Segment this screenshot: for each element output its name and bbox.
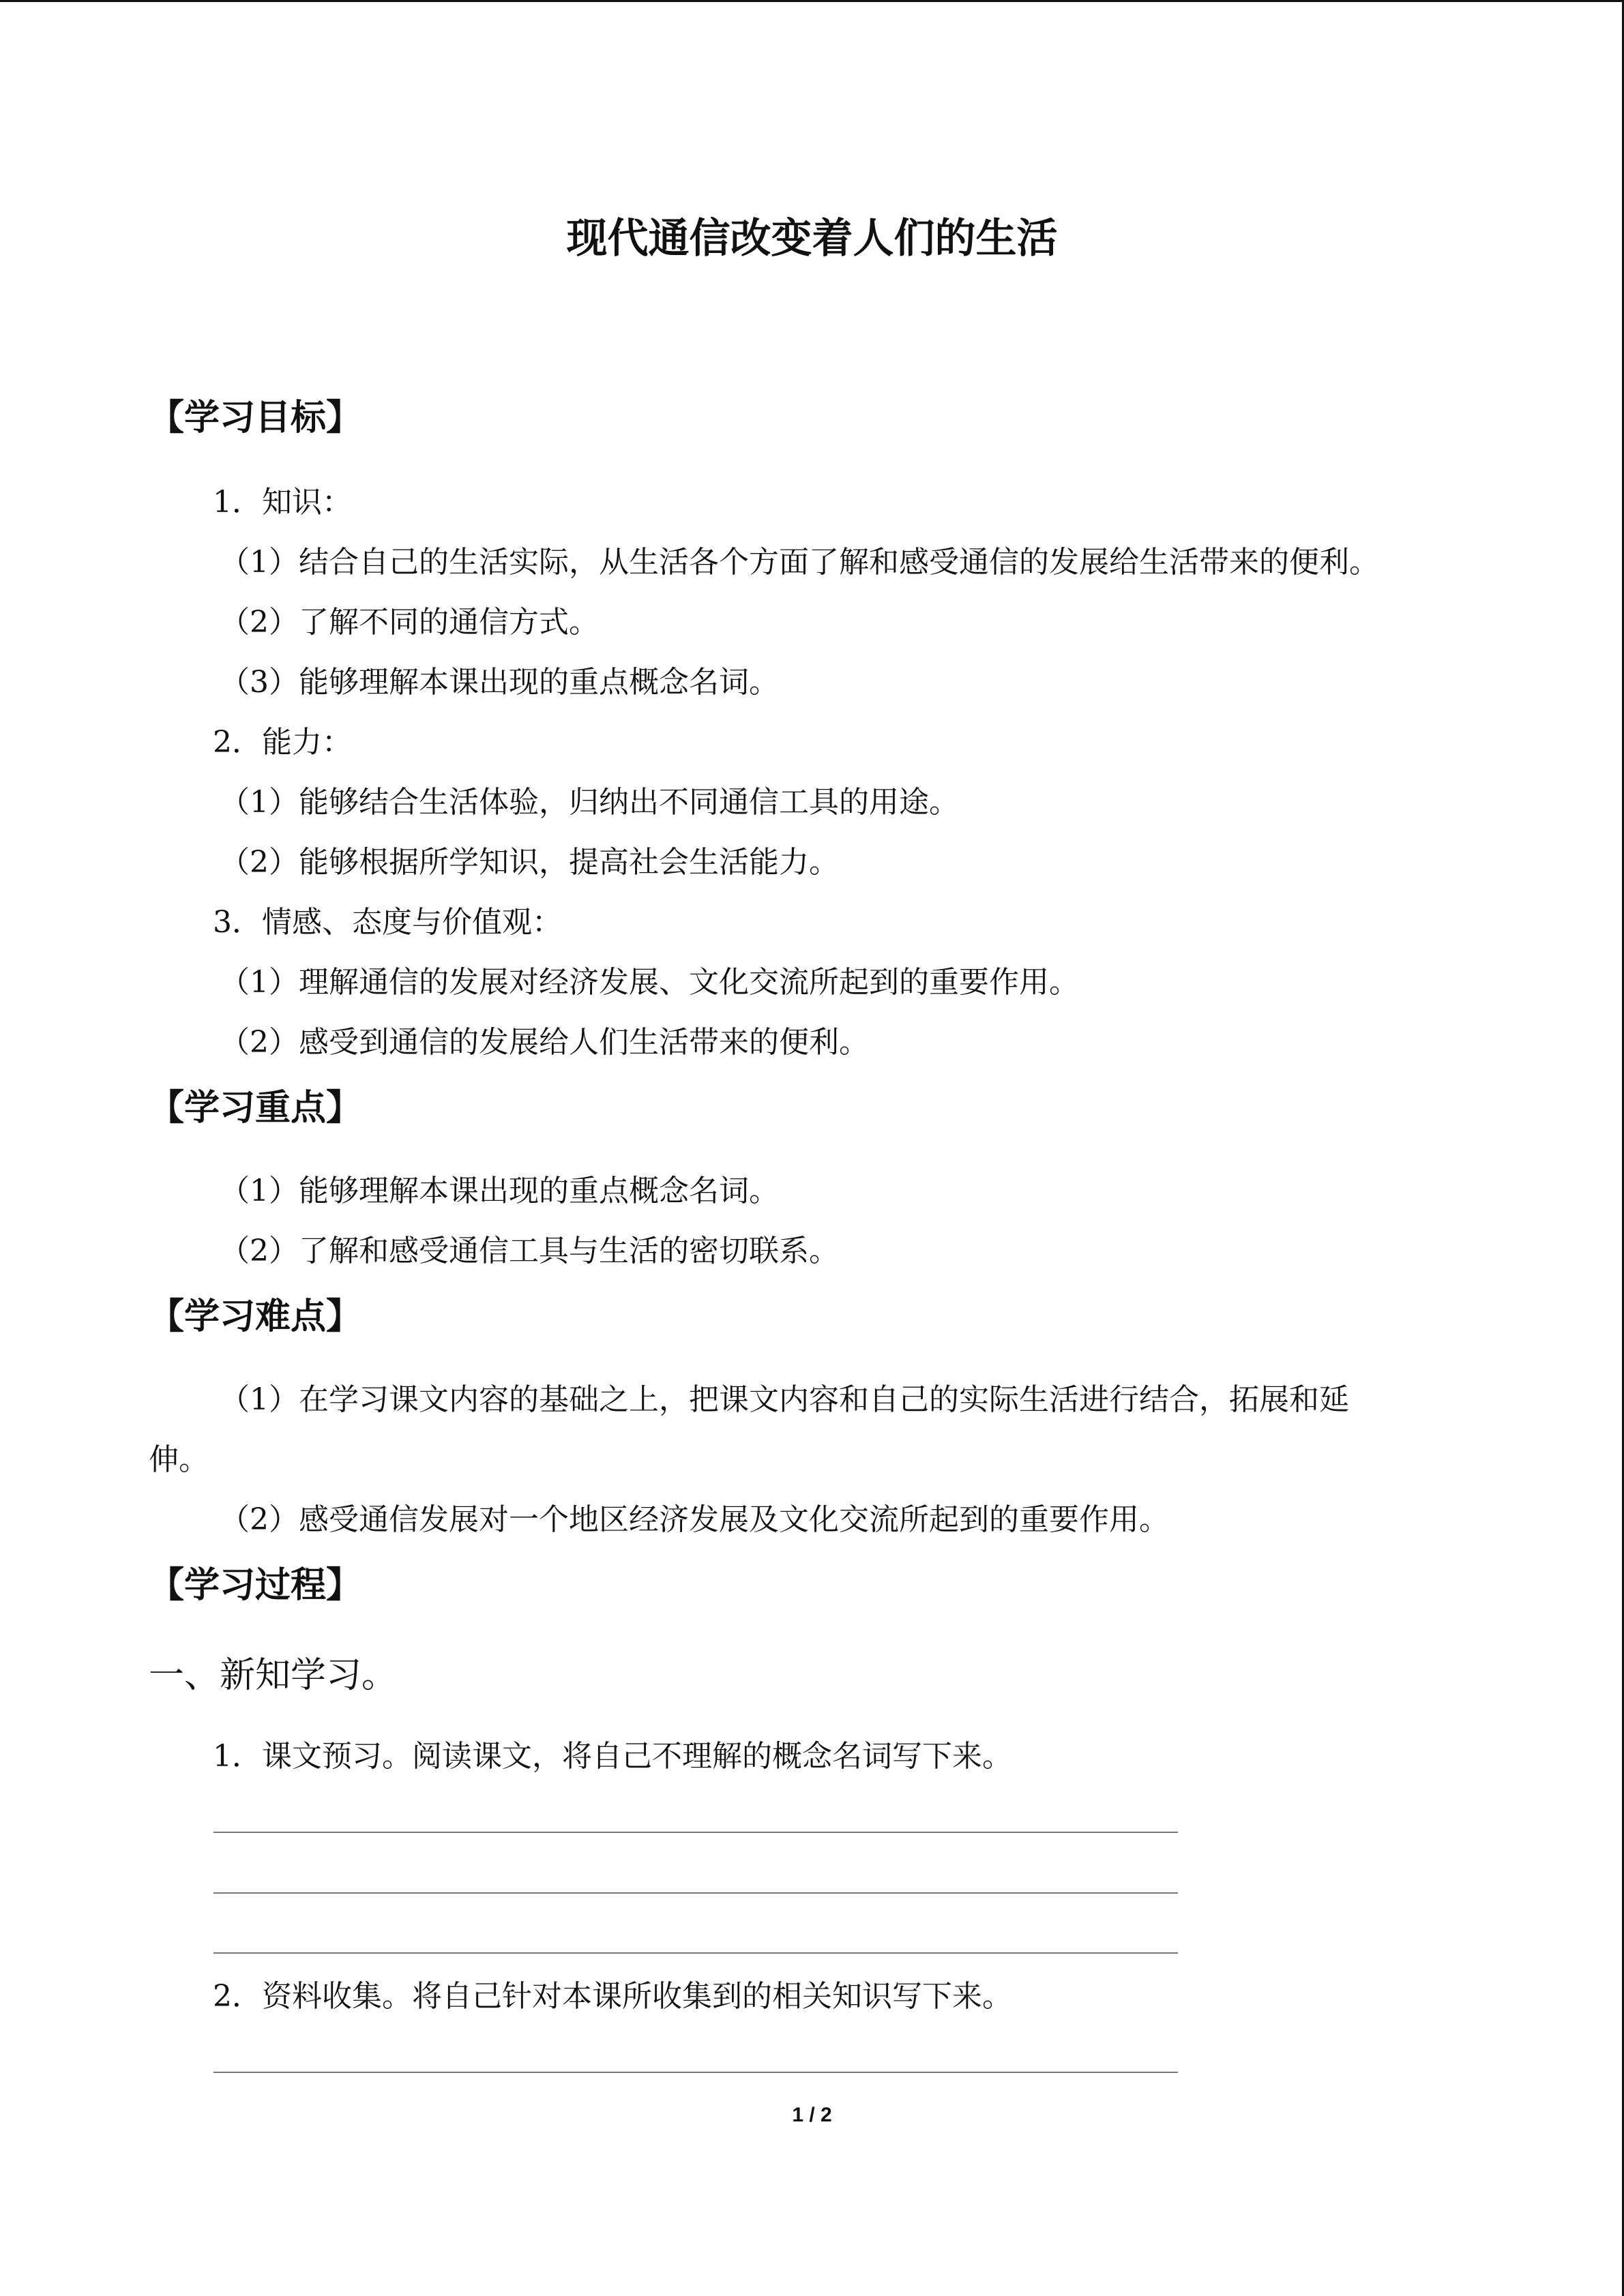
answer-line-2[interactable] bbox=[213, 1892, 1178, 1894]
knowledge-item-3: （3）能够理解本课出现的重点概念名词。 bbox=[220, 665, 779, 700]
key-point-1: （1）能够理解本课出现的重点概念名词。 bbox=[220, 1174, 779, 1208]
task-1: 1．课文预习。阅读课文，将自己不理解的概念名词写下来。 bbox=[213, 1739, 1012, 1774]
knowledge-item-1: （1）结合自己的生活实际，从生活各个方面了解和感受通信的发展给生活带来的便利。 bbox=[220, 545, 1379, 580]
heading-key-points: 【学习重点】 bbox=[149, 1088, 362, 1129]
heading-difficulties: 【学习难点】 bbox=[149, 1296, 362, 1337]
heading-objectives: 【学习目标】 bbox=[149, 398, 362, 438]
difficulty-1-line-1: （1）在学习课文内容的基础之上，把课文内容和自己的实际生活进行结合，拓展和延 bbox=[220, 1382, 1349, 1417]
key-point-2: （2）了解和感受通信工具与生活的密切联系。 bbox=[220, 1234, 839, 1268]
difficulty-2: （2）感受通信发展对一个地区经济发展及文化交流所起到的重要作用。 bbox=[220, 1502, 1169, 1537]
ability-item-1: （1）能够结合生活体验，归纳出不同通信工具的用途。 bbox=[220, 785, 959, 820]
answer-line-3[interactable] bbox=[213, 1952, 1178, 1954]
knowledge-item-2: （2）了解不同的通信方式。 bbox=[220, 605, 599, 640]
values-label: 3．情感、态度与价值观： bbox=[213, 905, 562, 940]
values-item-2: （2）感受到通信的发展给人们生活带来的便利。 bbox=[220, 1025, 869, 1060]
answer-line-1[interactable] bbox=[213, 1832, 1178, 1833]
ability-label: 2．能力： bbox=[213, 725, 352, 760]
part-one-title: 一、新知学习。 bbox=[149, 1655, 398, 1696]
answer-line-4[interactable] bbox=[213, 2072, 1178, 2073]
heading-process: 【学习过程】 bbox=[149, 1565, 362, 1606]
ability-item-2: （2）能够根据所学知识，提高社会生活能力。 bbox=[220, 845, 839, 880]
page-border-top bbox=[0, 0, 1624, 2]
page-number: 1 / 2 bbox=[792, 2104, 832, 2126]
values-item-1: （1）理解通信的发展对经济发展、文化交流所起到的重要作用。 bbox=[220, 965, 1079, 1000]
knowledge-label: 1．知识： bbox=[213, 485, 352, 520]
page-title: 现代通信改变着人们的生活 bbox=[566, 215, 1058, 263]
task-2: 2．资料收集。将自己针对本课所收集到的相关知识写下来。 bbox=[213, 1979, 1012, 2014]
difficulty-1-line-2: 伸。 bbox=[149, 1442, 209, 1477]
